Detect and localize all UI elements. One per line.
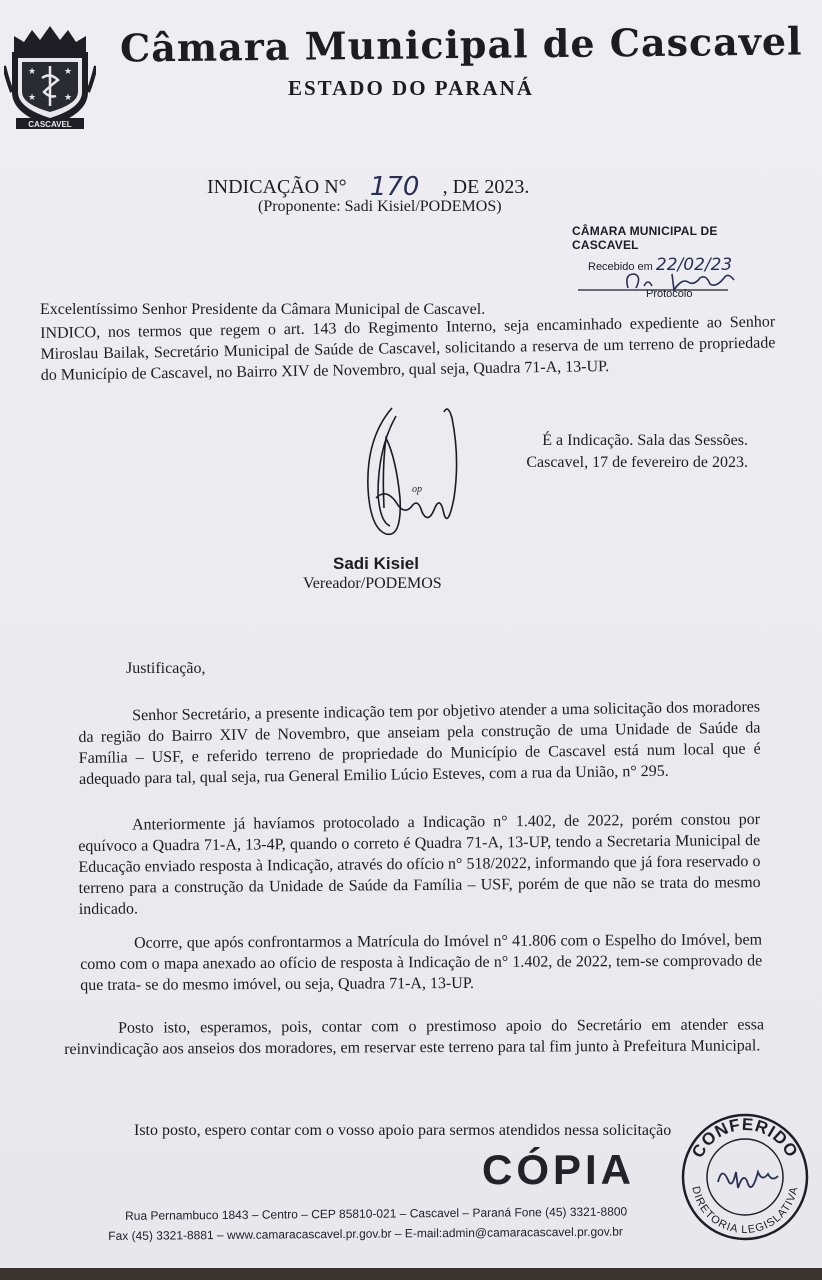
signatory-role: Vereador/PODEMOS (303, 575, 442, 592)
state-subtitle: ESTADO DO PARANÁ (288, 76, 534, 100)
salutation: Excelentíssimo Senhor Presidente da Câmara Municipal de Cascavel. (40, 301, 486, 318)
justification-paragraph (80, 929, 762, 996)
date-line: Cascavel, 17 de fevereiro de 2023. (526, 454, 748, 471)
signatory-name: Sadi Kisiel (333, 554, 419, 573)
paragraph-text: Anteriormente já havíamos protocolado a Indicação n° 1.402, de 2022, porém constou por equívoco a Quadra 71-A, 13-4P, quando o correto é Quadra 71-A, 13-UP, tendo a Secretaria Municipal de Educação enviado resposta à Indicação, através do ofício n° 518/2022, informando que já fora reservado o terreno para a construção da Unidade de Saúde da Família – USF, porém de que não se trata do mesmo indicado. (78, 811, 761, 918)
proponente-line: (Proponente: Sadi Kisiel/PODEMOS) (258, 198, 502, 215)
crest-ribbon-text: CASCAVEL (28, 120, 72, 129)
paragraph-text: Ocorre, que após confrontarmos a Matrícula do Imóvel n° 41.806 com o Espelho do Imóvel, bem como com o mapa anexado ao ofício de resposta à Indicação de n° 1.402, de 2022, tem-se comprovado de que trata- se do mesmo imóvel, ou seja, Quadra 71-A, 13-UP. (80, 931, 763, 994)
svg-text:★: ★ (64, 92, 73, 102)
seal-top-text: CONFERIDO (688, 1114, 802, 1162)
received-date: 22/02/23 (655, 255, 733, 275)
closing-sentence: Isto posto, espero contar com o vosso apoio para sermos atendidos nessa solicitação (134, 1122, 672, 1139)
paragraph-text: Senhor Secretário, a presente indicação tem por objetivo atender a uma solicitação dos moradores da região do Bairro XIV de Novembro, que anseiam pela construção de uma Unidade de Saúde da Família – USF, e referido terreno de propriedade do Município de Cascavel está num local que é adequado para tal, qual seja, rua General Emilio Lúcio Esteves, com a rua da União, n° 295. (78, 698, 761, 788)
copy-stamp-label: CÓPIA (482, 1146, 636, 1193)
institution-title: Câmara Municipal de Cascavel (119, 18, 803, 71)
place-and-date (498, 430, 748, 474)
handwritten-signature (356, 398, 476, 558)
place-line: É a Indicação. Sala das Sessões. (542, 432, 748, 449)
justification-paragraph (78, 809, 761, 920)
received-label: Recebido em (588, 261, 653, 273)
justification-paragraph (64, 1014, 764, 1060)
letterhead-footer (108, 1201, 708, 1246)
footer-contact: Fax (45) 3321-8881 – www.camaracascavel.pr.gov.br – E-mail:admin@camaracascavel.pr.gov.br (108, 1224, 623, 1243)
indicacao-number: 170 (369, 172, 420, 202)
svg-text:CONFERIDO (688, 1115, 802, 1161)
justification-paragraph (78, 696, 761, 790)
paragraph-text: Posto isto, esperamos, pois, contar com o prestimoso apoio do Secretário em atender essa reinvindicação aos anseios dos moradores, em reservar este terreno para tal fim junto à Prefeitura Municipal. (64, 1016, 765, 1058)
received-stamp-title: CÂMARA MUNICIPAL DE CASCAVEL (572, 224, 718, 252)
indicacao-prefix: INDICAÇÃO N° (207, 176, 347, 198)
seal-bottom-text: DIRETORIA LEGISLATIVA (689, 1185, 801, 1237)
svg-text:★: ★ (28, 66, 37, 76)
municipal-crest-logo (4, 22, 96, 130)
received-stamp (572, 224, 782, 300)
justification-heading: Justificação, (126, 660, 206, 677)
protocol-label: Protocolo (646, 288, 693, 300)
indication-body: INDICO, nos termos que regem o art. 143 do Regimento Interno, seja encaminhado expediente ao Senhor Miroslau Bailak, Secretário Municipal de Saúde de Cascavel, solicitando a reserva de um terreno de propriedade do Município de Cascavel, no Bairro XIV de Novembro, qual seja, Quadra 71-A, 13-UP. (40, 313, 776, 384)
svg-text:★: ★ (28, 92, 37, 102)
svg-text:op: op (412, 484, 422, 495)
indicacao-suffix: , DE 2023. (442, 176, 530, 198)
footer-address: Rua Pernambuco 1843 – Centro – CEP 85810-021 – Cascavel – Paraná Fone (45) 3321-8800 (125, 1204, 628, 1223)
svg-text:★: ★ (64, 66, 73, 76)
